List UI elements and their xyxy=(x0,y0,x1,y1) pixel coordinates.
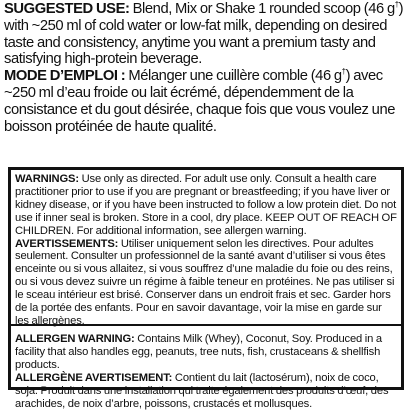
suggested-use-label: SUGGESTED USE: xyxy=(4,0,130,17)
avertissements-paragraph xyxy=(15,238,397,328)
suggested-use-text-cont: ) with ~250 ml of cold water or low-fat milk, depending on desired taste and consistency, anytime you want a premium tasty and satisfying high-protein beverage. xyxy=(4,0,404,68)
section-divider xyxy=(11,324,401,326)
suggested-use-text: Blend, Mix or Shake 1 rounded scoop (46 g xyxy=(129,0,395,17)
warnings-label: WARNINGS: xyxy=(15,173,79,185)
allergen-warning-text: Contains Milk (Whey), Coconut, Soy. Produced in a facility that also handles egg, peanuts, tree nuts, fish, crustaceans & shellfish products. xyxy=(15,333,382,371)
allergen-warning-paragraph xyxy=(15,333,397,372)
avertissements-text: Utiliser uniquement selon les directives. Pour adultes seulement. Consulter un professionnel de la santé avant d’utiliser si vous êtes enceinte ou si vous allaitez, si vous souffrez d’une maladie du foie ou des reins, ou si vous devez suivre un régime à faible teneur en protéines. Ne pas utiliser si le sceau intérieur est brisé. Conserver dans un endroit frais et sec. Garder hors de la portée des enfants. Pour en savoir davantage, voir la mise en garde sur les allergènes. xyxy=(15,237,395,327)
mode-emploi-label: MODE D’EMPLOI : xyxy=(4,67,126,85)
suggested-use-paragraph xyxy=(4,1,408,68)
mode-emploi-text: Mélanger une cuillère comble (46 g xyxy=(125,67,342,85)
allergen-warning-label: ALLERGEN WARNING: xyxy=(15,333,135,345)
warnings-paragraph xyxy=(15,173,397,238)
warnings-text: Use only as directed. For adult use only. Consult a health care practitioner prior to use if you are pregnant or breastfeeding; if you have liver or kidney disease, or if you have been instructed to follow a low protein diet. Do not use if inner seal is broken. Store in a cool, dry place. KEEP OUT OF REACH OF CHILDREN. For additional information, see allergen warning. xyxy=(15,173,397,237)
usage-section xyxy=(4,1,408,135)
avertissements-label: AVERTISSEMENTS: xyxy=(15,237,119,250)
mode-emploi-text-cont: ) avec ~250 ml d’eau froide ou lait écrémé, dépendemment de la consistance et du gout désirée, chaque fois que vous voulez une boisson protéinée de haute qualité. xyxy=(4,67,395,135)
dagger-mark: † xyxy=(341,67,346,77)
mode-emploi-paragraph xyxy=(4,68,408,135)
dagger-mark: † xyxy=(394,0,399,9)
allergene-avertisement-text: Contient du lait (lactosérum), noix de coco, soja. Produit dans une installation qui traite également des produits d’œuf, des arachides, de noix d’arbre, poissons, crustacés et mollusques. xyxy=(15,371,389,410)
allergen-section xyxy=(15,333,397,410)
warnings-box xyxy=(8,167,404,410)
allergene-avertisement-label: ALLERGÈNE AVERTISEMENT: xyxy=(15,371,173,384)
allergene-avertisement-paragraph xyxy=(15,372,397,410)
